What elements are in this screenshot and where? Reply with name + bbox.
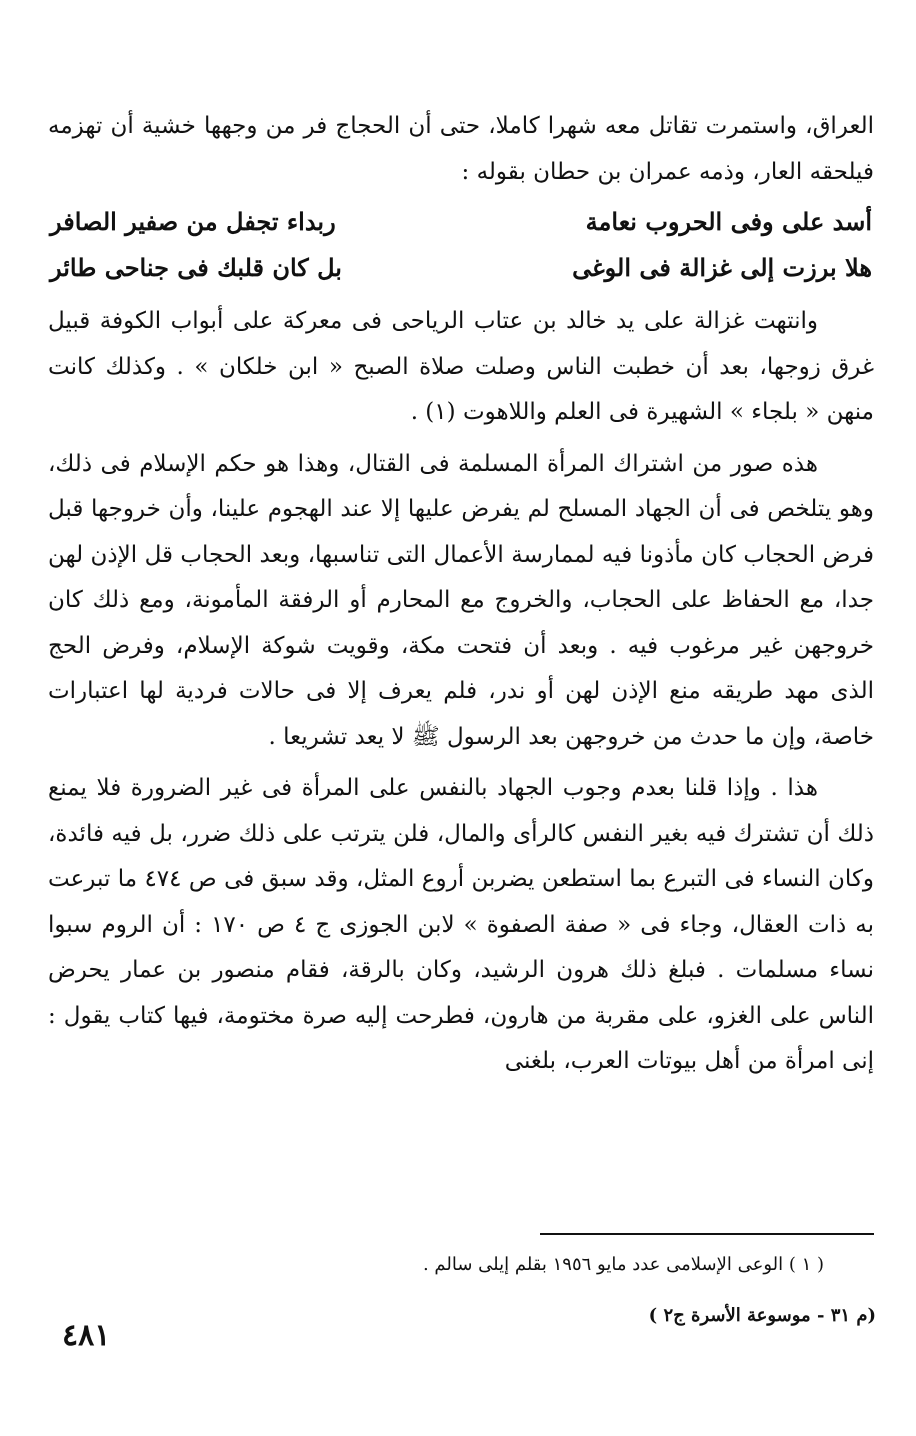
paragraph-3: هذه صور من اشتراك المرأة المسلمة فى القتال، وهذا هو حكم الإسلام فى ذلك، وهو يتلخص فى أن الجهاد المسلح لم يفرض عليها إلا عند الهجوم علينا، وأن خروجها قبل فرض الحجاب كان مأذونا فيه لممارسة الأعمال التى تناسبها، وبعد الحجاب قل الإذن لهن جدا، مع الحفاظ على الحجاب، والخروج مع المحارم أو الرفقة المأمونة، ومع ذلك كان خروجهن غير مرغوب فيه . وبعد أن فتحت مكة، وقويت شوكة الإسلام، وفرض الحج الذى مهد طريقه منع الإذن لهن أو ندر، فلم يعرف إلا فى حالات فردية لها اعتبارات خاصة، وإن ما حدث من خروجهن بعد الرسول ﷺ لا يعد تشريعا . — [48, 450, 874, 750]
verse-1 — [48, 199, 874, 245]
series-note: (م ٣١ - موسوعة الأسرة ج٢ ) — [648, 1305, 876, 1326]
verse-1-first-hemistich: أسد على وفى الحروب نعامة — [585, 207, 872, 236]
paragraph-1: العراق، واستمرت تقاتل معه شهرا كاملا، حتى أن الحجاج فر من وجهها خشية أن تهزمه فيلحقه العار، وذمه عمران بن حطان بقوله : — [48, 113, 874, 185]
page-body — [48, 104, 874, 1085]
verse-2-first-hemistich: هلا برزت إلى غزالة فى الوغى — [572, 253, 872, 282]
verse-1-second-hemistich: ربداء تجفل من صفير الصافر — [50, 207, 336, 236]
paragraph-2: وانتهت غزالة على يد خالد بن عتاب الرياحى فى معركة على أبواب الكوفة قبيل غرق زوجها، بعد أن خطبت الناس وصلت صلاة الصبح « ابن خلكان » . وكذلك كانت منهن « بلجاء » الشهيرة فى العلم واللاهوت (١) . — [48, 308, 874, 425]
verse-2 — [48, 245, 874, 291]
paragraph-4: هذا . وإذا قلنا بعدم وجوب الجهاد بالنفس على المرأة فى غير الضرورة فلا يمنع ذلك أن تشترك فيه بغير النفس كالرأى والمال، فلن يترتب على ذلك ضرر، بل فيه فائدة، وكان النساء فى التبرع بما استطعن يضربن أروع المثل، وقد سبق فى ص ٤٧٤ ما تبرعت به ذات العقال، وجاء فى « صفة الصفوة » لابن الجوزى ج ٤ ص ١٧٠ : أن الروم سبوا نساء مسلمات . فبلغ ذلك هرون الرشيد، وكان بالرقة، فقام منصور بن عمار يحرض الناس على الغزو، على مقربة من هارون، فطرحت إليه صرة مختومة، فيها كتاب يقول : إنى امرأة من أهل بيوتات العرب، بلغنى — [48, 775, 874, 1074]
footnote-divider — [540, 1233, 874, 1235]
verse-2-second-hemistich: بل كان قلبك فى جناحى طائر — [50, 253, 342, 282]
poem-verses — [48, 199, 874, 291]
page-number: ٤٨١ — [62, 1318, 111, 1353]
footnote: ( ١ ) الوعى الإسلامى عدد مايو ١٩٥٦ بقلم إيلى سالم . — [422, 1254, 824, 1275]
